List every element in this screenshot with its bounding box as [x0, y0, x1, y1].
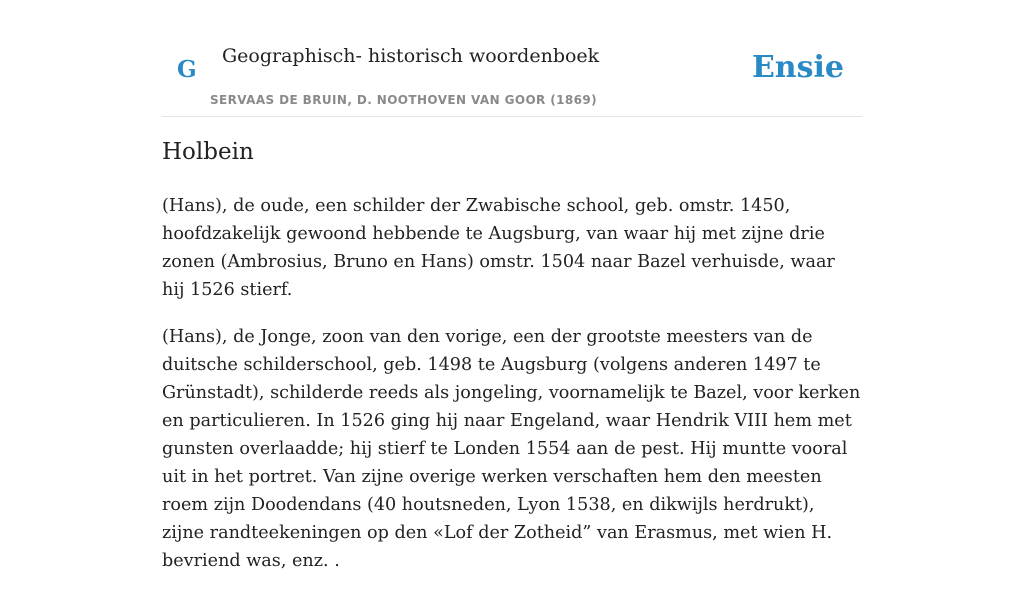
entry-paragraph: (Hans), de oude, een schilder der Zwabische school, geb. omstr. 1450, hoofdzakelijk gewoond hebbende te Augsburg, van waar hij met zijne drie zonen (Ambrosius, Bruno en Hans) omstr. 1504 naar Bazel verhuisde, waar hij 1526 stierf.	[162, 196, 835, 300]
entry-title: Holbein	[162, 139, 254, 165]
site-logo[interactable]: Ensie	[751, 50, 844, 85]
entry-paragraph: (Hans), de Jonge, zoon van den vorige, een der grootste meesters van de duitsche schilderschool, geb. 1498 te Augsburg (volgens anderen 1497 te Grünstadt), schilderde reeds als jongeling, voornamelijk te Bazel, voor kerken en particulieren. In 1526 ging hij naar Engeland, waar Hendrik VIII hem met gunsten overlaadde; hij stierf te Londen 1554 aan de pest. Hij muntte vooral uit in het portret. Van zijne overige werken verschaften hem den meesten roem zijn Doodendans (40 houtsneden, Lyon 1538, en dikwijls herdrukt), zijne randteekeningen op den «Lof der Zotheid” van Erasmus, met wien H. bevriend was, enz. .	[162, 327, 861, 571]
source-header	[162, 0, 862, 117]
source-author: SERVAAS DE BRUIN, D. NOOTHOVEN VAN GOOR (1869)	[210, 93, 598, 107]
entry-body	[162, 192, 862, 594]
source-title-link[interactable]: Geographisch- historisch woordenboek	[222, 45, 600, 67]
letter-badge[interactable]: G	[177, 56, 197, 83]
